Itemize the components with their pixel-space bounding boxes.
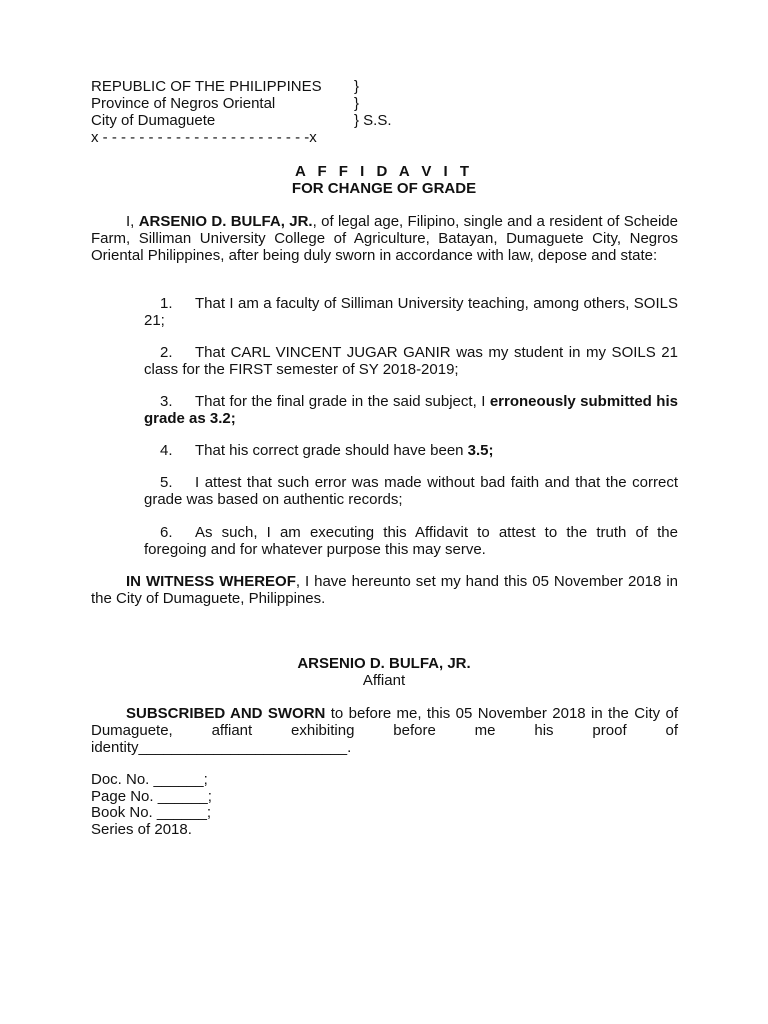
statement-item-1 bbox=[144, 295, 678, 329]
item-text: I attest that such error was made without bad faith and that the correct grade was based on authentic records; bbox=[144, 474, 678, 508]
statement-item-6 bbox=[144, 524, 678, 558]
item-text: That I am a faculty of Silliman University teaching, among others, SOILS 21; bbox=[144, 295, 678, 329]
venue-brace-2: } bbox=[354, 95, 360, 112]
item-bold-text: erroneously submitted his grade as 3.2; bbox=[144, 393, 678, 427]
statement-item-5 bbox=[144, 474, 678, 508]
jurat-text: to before me, this 05 November 2018 in the City of Dumaguete, affiant exhibiting before me his proof of identity_________________________. bbox=[91, 705, 678, 756]
venue-separator: x - - - - - - - - - - - - - - - - - - - - - - -x bbox=[91, 129, 317, 146]
notary-doc-no: Doc. No. ______; bbox=[91, 771, 208, 788]
document-subtitle: FOR CHANGE OF GRADE bbox=[291, 180, 477, 197]
venue-brace-1: } bbox=[354, 78, 360, 95]
jurat-lead: SUBSCRIBED AND SWORN bbox=[126, 705, 326, 722]
statement-item-2 bbox=[144, 344, 678, 378]
item-number: 2. bbox=[160, 344, 173, 361]
venue-republic: REPUBLIC OF THE PHILIPPINES bbox=[91, 78, 322, 95]
intro-pre: I, bbox=[126, 213, 139, 230]
venue-province: Province of Negros Oriental bbox=[91, 95, 276, 112]
intro-paragraph bbox=[91, 213, 678, 264]
witness-paragraph bbox=[91, 573, 678, 607]
item-number: 3. bbox=[160, 393, 173, 410]
venue-city: City of Dumaguete bbox=[91, 112, 216, 129]
item-number: 5. bbox=[160, 474, 173, 491]
item-number: 4. bbox=[160, 442, 173, 459]
item-text: As such, I am executing this Affidavit to attest to the truth of the foregoing and for whatever purpose this may serve. bbox=[144, 524, 678, 558]
affiant-name: ARSENIO D. BULFA, JR. bbox=[138, 213, 313, 230]
jurat-paragraph bbox=[91, 705, 678, 756]
item-text: That his correct grade should have been bbox=[195, 442, 468, 459]
notary-book-no: Book No. ______; bbox=[91, 804, 212, 821]
statement-item-3 bbox=[144, 393, 678, 427]
intro-text: , of legal age, Filipino, single and a resident of Scheide Farm, Silliman University College of Agriculture, Batayan, Dumaguete City, Negros Oriental Philippines, after being duly sworn in accordance with law, depose and state: bbox=[91, 213, 678, 264]
signatory-name: ARSENIO D. BULFA, JR. bbox=[297, 655, 471, 672]
item-text: That for the final grade in the said subject, I bbox=[195, 393, 490, 410]
item-number: 1. bbox=[160, 295, 173, 312]
signatory-role: Affiant bbox=[362, 672, 406, 689]
item-bold-text: 3.5; bbox=[467, 442, 494, 459]
witness-lead: IN WITNESS WHEREOF bbox=[126, 573, 296, 590]
witness-text: , I have hereunto set my hand this 05 November 2018 in the City of Dumaguete, Philippines. bbox=[91, 573, 678, 607]
statement-item-4 bbox=[144, 442, 678, 459]
document-title: A F F I D A V I T bbox=[295, 163, 473, 180]
item-number: 6. bbox=[160, 524, 173, 541]
notary-series: Series of 2018. bbox=[91, 821, 192, 838]
venue-brace-ss: } S.S. bbox=[354, 112, 392, 129]
item-text: That CARL VINCENT JUGAR GANIR was my student in my SOILS 21 class for the FIRST semester of SY 2018-2019; bbox=[144, 344, 678, 378]
notary-page-no: Page No. ______; bbox=[91, 788, 212, 805]
